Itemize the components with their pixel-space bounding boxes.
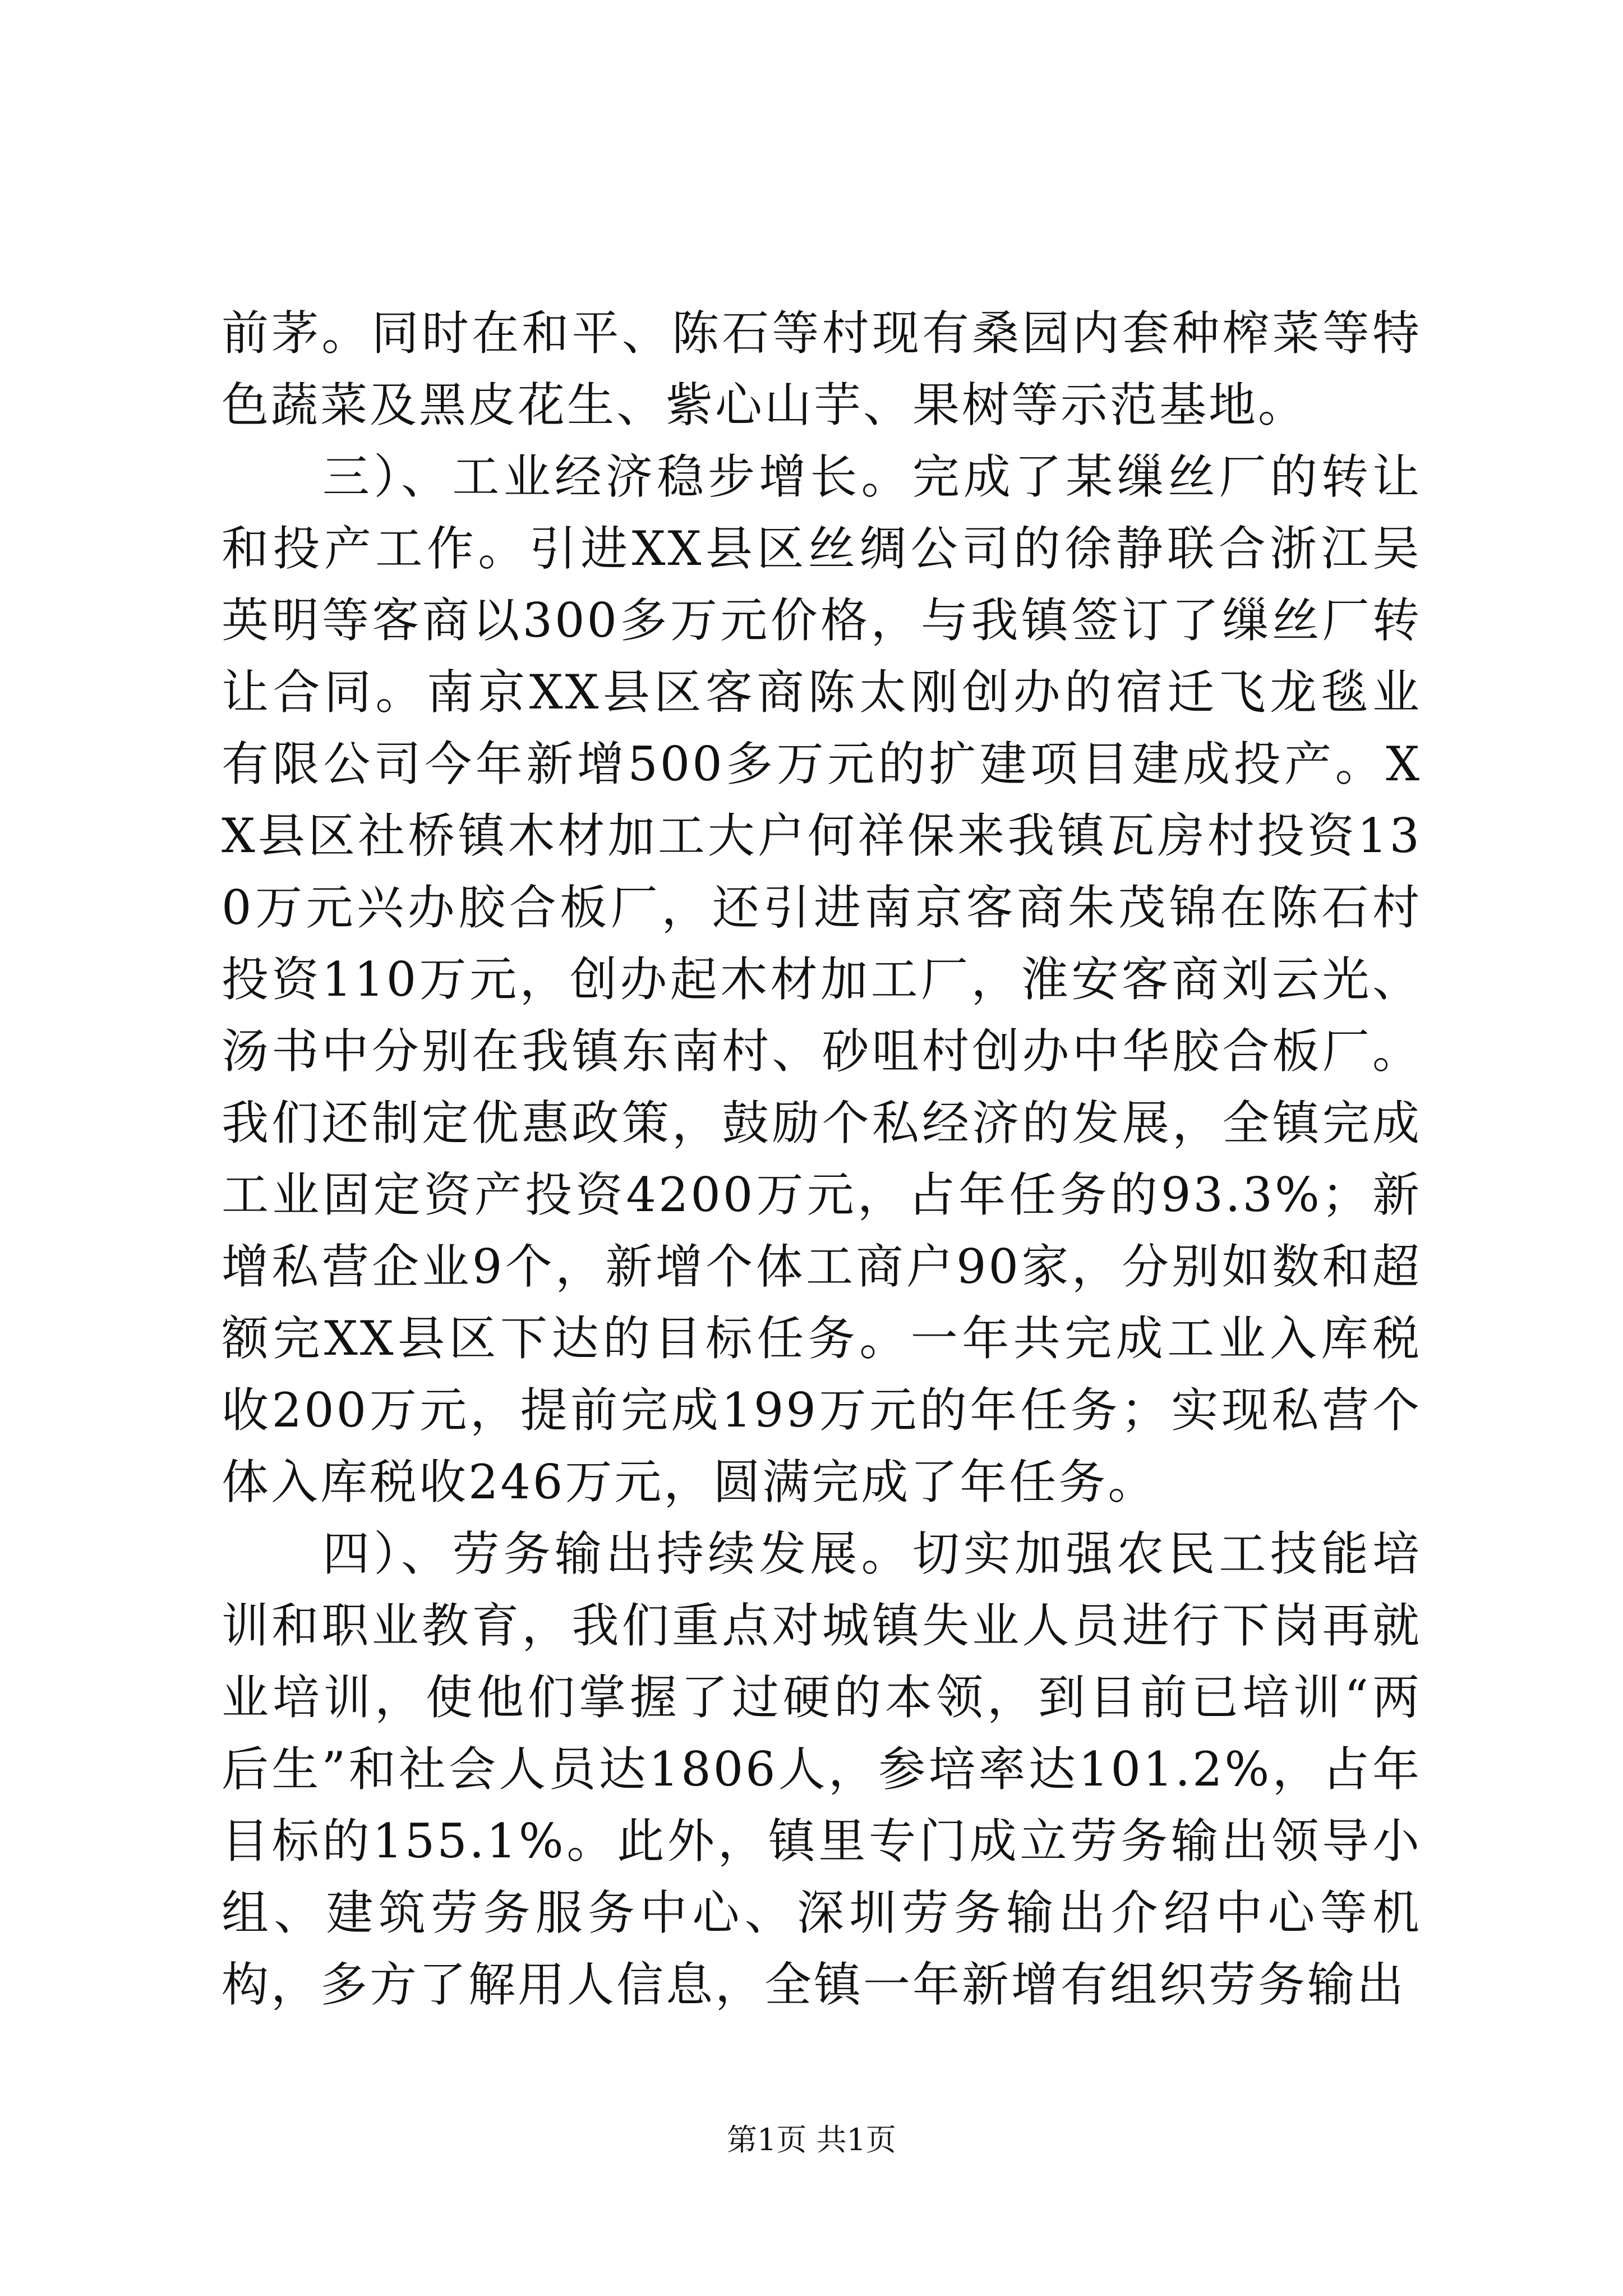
document-body [222,297,1422,2021]
page-number-footer: 第1页 共1页 [727,2122,896,2157]
paragraph-continuation: 前茅。同时在和平、陈石等村现有桑园内套种榨菜等特色蔬菜及黑皮花生、紫心山芋、果树等示范基地。 [222,306,1422,432]
paragraph-labor-export: 四）、劳务输出持续发展。切实加强农民工技能培训和职业教育，我们重点对城镇失业人员进行下岗再就业培训，使他们掌握了过硬的本领，到目前已培训“两后生”和社会人员达1806人，参培率达101.2%，占年目标的155.1%。此外，镇里专门成立劳务输出领导小组、建筑劳务服务中心、深圳劳务输出介绍中心等机构，多方了解用人信息，全镇一年新增有组织劳务输出 [222,1526,1422,2012]
paragraph-industrial-economy: 三）、工业经济稳步增长。完成了某缫丝厂的转让和投产工作。引进XX县区丝绸公司的徐静联合浙江吴英明等客商以300多万元价格，与我镇签订了缫丝厂转让合同。南京XX县区客商陈太刚创办的宿迁飞龙毯业有限公司今年新增500多万元的扩建项目建成投产。XX县区社桥镇木材加工大户何祥保来我镇瓦房村投资130万元兴办胶合板厂，还引进南京客商朱茂锦在陈石村投资110万元，创办起木材加工厂，淮安客商刘云光、汤书中分别在我镇东南村、砂咀村创办中华胶合板厂。我们还制定优惠政策，鼓励个私经济的发展，全镇完成工业固定资产投资4200万元，占年任务的93.3%；新增私营企业9个，新增个体工商户90家，分别如数和超额完XX县区下达的目标任务。一年共完成工业入库税收200万元，提前完成199万元的年任务；实现私营个体入库税收246万元，圆满完成了年任务。 [222,449,1422,1510]
